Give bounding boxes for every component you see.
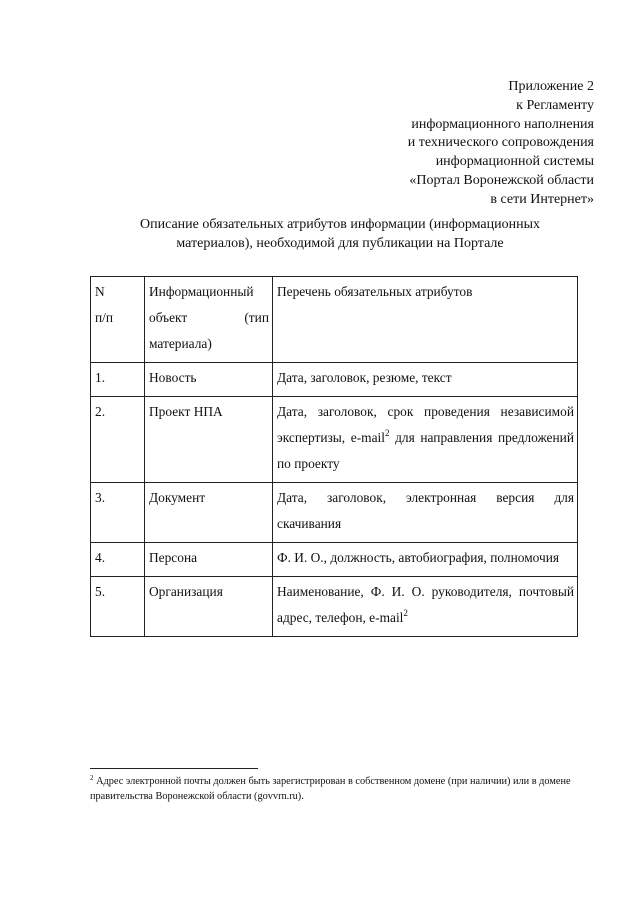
- footnote-reference: 2: [403, 608, 408, 618]
- row-attributes: [273, 577, 578, 637]
- header-object-line3: материала): [149, 336, 212, 351]
- row-object: Персона: [145, 543, 273, 577]
- row-object: Документ: [145, 483, 273, 543]
- header-number-sublabel: п/п: [95, 310, 114, 325]
- row-attributes-text: Наименование, Ф. И. О. руководителя, почтовый адрес, телефон, e-mail: [277, 584, 574, 625]
- appendix-line: информационного наполнения: [411, 116, 594, 132]
- header-object-cell: [145, 277, 273, 363]
- appendix-line: и технического сопровождения: [407, 135, 594, 151]
- table-row: [91, 397, 578, 483]
- footnote-reference: 2: [384, 428, 390, 438]
- header-object-word1: объект: [149, 310, 188, 325]
- row-object: Проект НПА: [145, 397, 273, 483]
- title-line-2: материалов), необходимой для публикации на Портале: [176, 235, 504, 251]
- title-line-1: Описание обязательных атрибутов информации (информационных: [139, 217, 540, 232]
- footnote-text: Адрес электронной почты должен быть зарегистрирован в собственном домене (при наличии) или в домене правительства Воронежской области (govvrn.ru).: [90, 776, 571, 802]
- row-number: 3.: [91, 483, 145, 543]
- table-header-row: [91, 277, 578, 363]
- table-row: [91, 363, 578, 397]
- document-title: [90, 216, 590, 253]
- row-number: 4.: [91, 543, 145, 577]
- row-attributes: Дата, заголовок, резюме, текст: [273, 363, 578, 397]
- table-row: [91, 483, 578, 543]
- header-number-cell: [91, 277, 145, 363]
- row-object: Организация: [145, 577, 273, 637]
- header-object-word2: (тип: [244, 310, 269, 325]
- row-number: 5.: [91, 577, 145, 637]
- header-number-label: N: [95, 284, 105, 299]
- row-attributes: Дата, заголовок, электронная версия для скачивания: [273, 483, 578, 543]
- footnote: [90, 774, 594, 804]
- appendix-header: [408, 78, 594, 210]
- appendix-line: к Регламенту: [516, 97, 594, 113]
- appendix-line: в сети Интернет»: [490, 191, 594, 207]
- table-row: [91, 543, 578, 577]
- row-attributes: [273, 397, 578, 483]
- header-attributes-cell: Перечень обязательных атрибутов: [273, 277, 578, 363]
- appendix-line: информационной системы: [435, 154, 594, 170]
- table-row: [91, 577, 578, 637]
- row-attributes-text-continued: для направления предложений по проекту: [277, 430, 574, 471]
- row-number: 2.: [91, 397, 145, 483]
- appendix-line: Приложение 2: [508, 79, 594, 94]
- footnote-number: 2: [90, 774, 94, 782]
- row-number: 1.: [91, 363, 145, 397]
- appendix-line: «Портал Воронежской области: [409, 172, 594, 188]
- header-object-line1: Информационный: [149, 284, 254, 299]
- row-object: Новость: [145, 363, 273, 397]
- row-attributes-text: Дата, заголовок, срок проведения независимой экспертизы, e-mail: [277, 404, 574, 445]
- header-object-line2: [149, 305, 269, 331]
- row-attributes: Ф. И. О., должность, автобиография, полномочия: [273, 543, 578, 577]
- footnote-separator: [90, 768, 258, 769]
- attributes-table: [90, 276, 578, 637]
